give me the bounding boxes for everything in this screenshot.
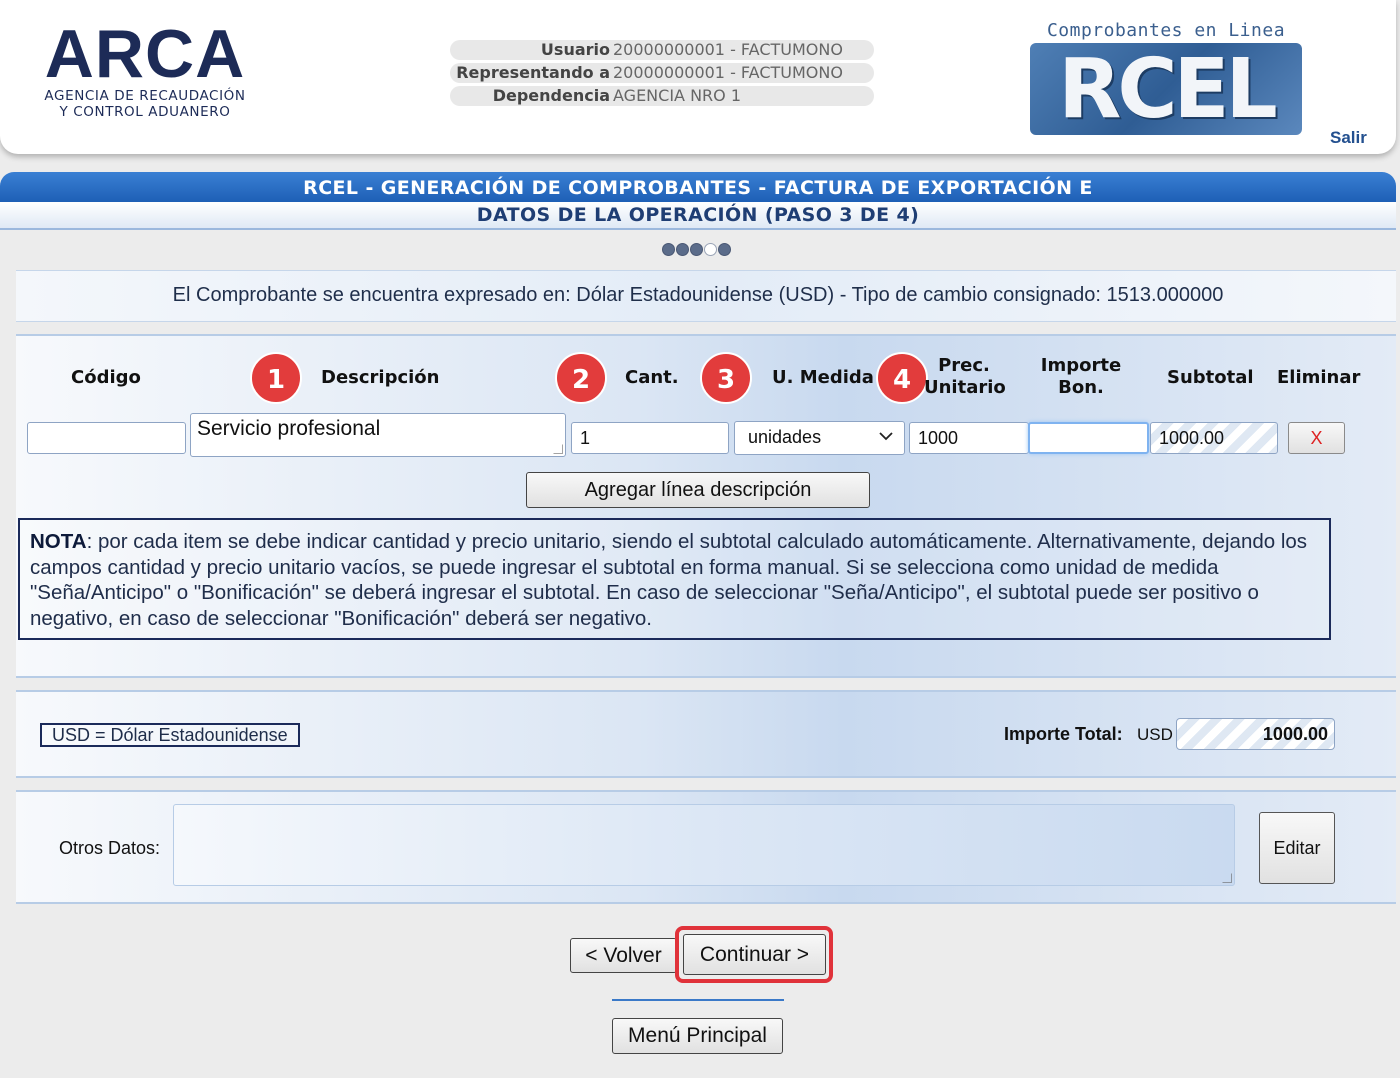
arca-logo-wordmark: ARCA [44, 16, 246, 92]
descripcion-textarea[interactable] [190, 413, 566, 457]
divider [612, 999, 784, 1001]
user-info-row-representando [450, 63, 874, 83]
continue-button[interactable]: Continuar > [683, 934, 826, 975]
arca-logo-subtitle-2: Y CONTROL ADUANERO [59, 104, 231, 120]
resize-grip-icon[interactable] [1222, 873, 1232, 883]
user-info-label: Dependencia [492, 86, 610, 105]
step-dot-filled [662, 243, 675, 256]
total-currency: USD [1137, 725, 1173, 744]
user-info-value: 20000000001 - FACTUMONO [613, 40, 843, 59]
column-header-descripcion: Descripción [321, 367, 440, 388]
column-header-precio-line2: Unitario [924, 377, 1006, 398]
subtotal-field: 1000.00 [1150, 422, 1278, 454]
step-dot-filled [676, 243, 689, 256]
unidad-medida-select[interactable] [734, 421, 905, 455]
column-header-bonificacion [1040, 355, 1122, 399]
nota-text: : por cada item se debe indicar cantidad y precio unitario, siendo el subtotal calculado automáticamente. Alternativamente, dejando los campos cantidad y precio unitario vacíos, se puede ingresar el subtotal en forma manual. Si se selecciona como unidad de medida "Seña/Anticipo" o "Bonificación" se deberá ingresar el subtotal. En caso de seleccionar "Seña/Anticipo", el subtotal puede ser positivo o negativo, en caso de seleccionar "Bonificación" deberá ser negativo. [30, 530, 1308, 630]
unidad-medida-value: unidades [748, 427, 822, 447]
column-header-precio-line1: Prec. [938, 355, 990, 376]
page-title: RCEL - GENERACIÓN DE COMPROBANTES - FACTURA DE EXPORTACIÓN E [0, 172, 1396, 202]
step-progress-indicator [662, 243, 731, 257]
column-header-codigo: Código [71, 367, 141, 388]
user-info-label: Usuario [540, 40, 610, 59]
main-menu-button[interactable]: Menú Principal [612, 1018, 783, 1054]
descripcion-value: Servicio profesional [197, 417, 381, 440]
codigo-input[interactable] [27, 422, 186, 454]
column-header-cantidad: Cant. [625, 367, 679, 388]
user-info-label: Representando a [456, 63, 610, 82]
logout-link[interactable]: Salir [1330, 128, 1367, 147]
user-info-row-usuario [450, 40, 874, 60]
otros-datos-panel [16, 790, 1396, 904]
step-dot-current [704, 243, 717, 256]
column-header-eliminar: Eliminar [1277, 367, 1361, 388]
otros-datos-textarea[interactable] [173, 804, 1235, 886]
column-header-subtotal: Subtotal [1167, 367, 1254, 388]
total-amount-field: 1000.00 [1176, 718, 1335, 750]
currency-legend: USD = Dólar Estadounidense [40, 723, 300, 747]
cantidad-input[interactable]: 1 [571, 422, 729, 454]
user-info-panel [450, 40, 874, 109]
resize-grip-icon[interactable] [553, 444, 563, 454]
back-button[interactable]: < Volver [570, 938, 677, 973]
nota-box [18, 518, 1331, 640]
annotation-badge-1: 1 [250, 352, 302, 404]
nota-label: NOTA [30, 530, 87, 553]
step-dot-filled [718, 243, 731, 256]
step-dot-filled [690, 243, 703, 256]
column-header-bonif-line2: Bon. [1058, 377, 1104, 398]
column-header-unidad: U. Medida [772, 367, 874, 388]
column-header-precio [924, 355, 1004, 399]
page-header [0, 0, 1396, 154]
importe-bonificacion-input[interactable] [1028, 422, 1149, 454]
chevron-down-icon [878, 428, 894, 451]
annotation-badge-2: 2 [555, 352, 607, 404]
annotation-badge-3: 3 [700, 352, 752, 404]
currency-notice: El Comprobante se encuentra expresado en: Dólar Estadounidense (USD) - Tipo de cambio consignado: 1513.000000 [172, 284, 1224, 306]
editar-button[interactable]: Editar [1259, 812, 1335, 884]
column-header-bonif-line1: Importe [1040, 355, 1122, 376]
precio-unitario-input[interactable]: 1000 [909, 422, 1029, 454]
arca-logo [36, 16, 266, 120]
total-label: Importe Total: [1004, 724, 1123, 744]
arca-logo-subtitle-1: AGENCIA DE RECAUDACIÓN [44, 88, 246, 104]
total-panel [16, 690, 1396, 778]
rcel-tagline: Comprobantes en Linea [1046, 20, 1286, 41]
annotation-badge-4: 4 [876, 352, 928, 404]
rcel-logo-wordmark: RCEL [1030, 43, 1302, 135]
delete-row-button[interactable]: X [1288, 422, 1345, 454]
user-info-value: 20000000001 - FACTUMONO [613, 63, 843, 82]
currency-notice-panel [16, 270, 1396, 322]
items-panel [16, 334, 1396, 678]
rcel-logo [1030, 20, 1302, 135]
otros-datos-label: Otros Datos: [59, 838, 161, 858]
add-line-button[interactable]: Agregar línea descripción [526, 472, 870, 508]
user-info-value: AGENCIA NRO 1 [613, 86, 742, 105]
step-subtitle: DATOS DE LA OPERACIÓN (PASO 3 DE 4) [0, 202, 1396, 230]
user-info-row-dependencia [450, 86, 874, 106]
